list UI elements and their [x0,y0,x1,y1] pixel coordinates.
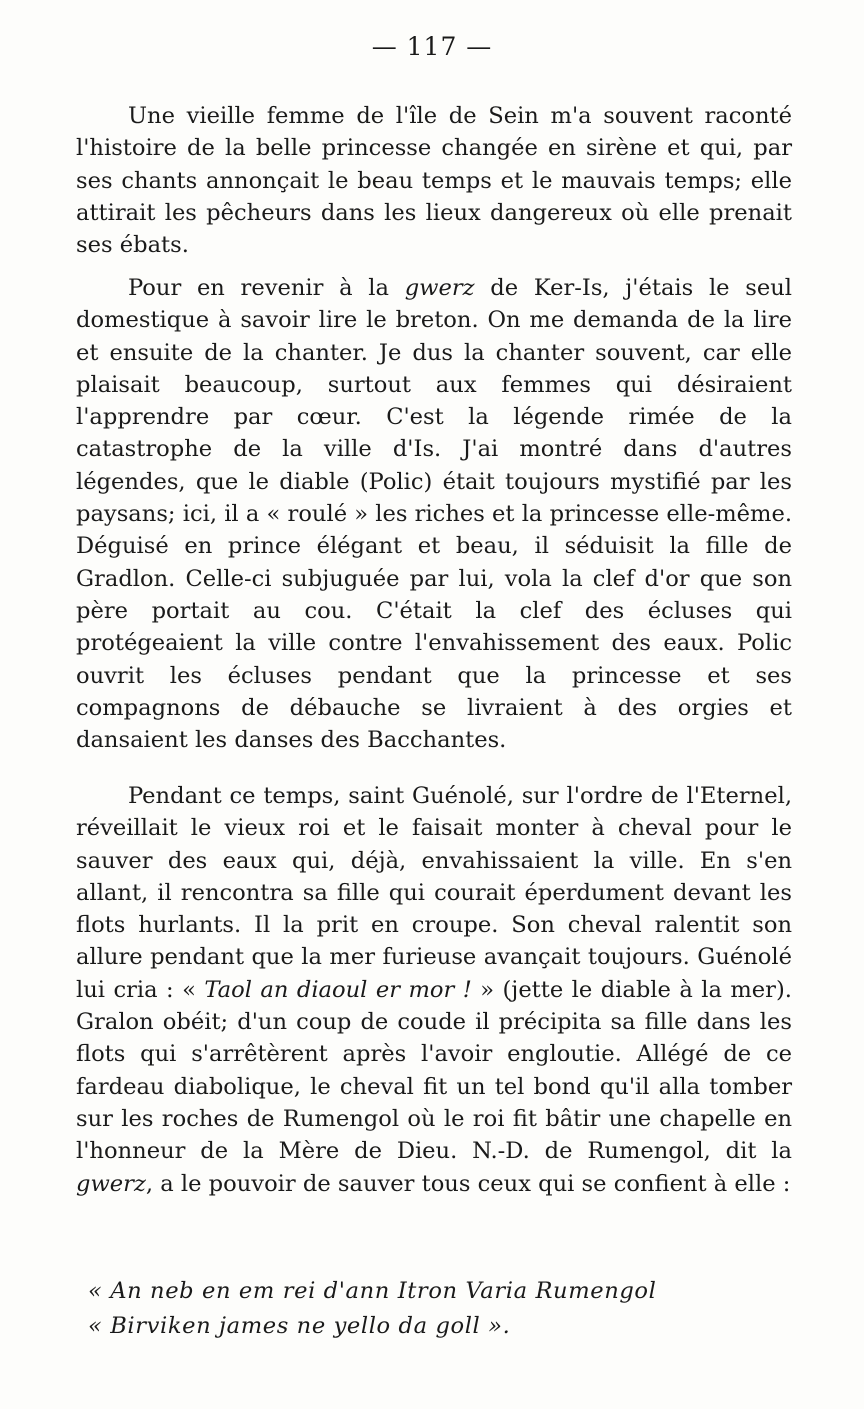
text-run: » (jette le diable à la mer). Gralon obéit; d'un coup de coude il précipita sa fille dans les flots qui s'arrêtèrent après l'avoir engloutie. Allégé de ce fardeau diabolique, le cheval fit un tel bond qu'il alla tomber sur les roches de Rumengol où le roi fit bâtir une chapelle en l'honneur de la Mère de Dieu. N.-D. de Rumengol, dit la [76,976,792,1165]
paragraph-text [76,272,792,756]
paragraph-saint-guenole [76,780,792,1200]
text-run: Pendant ce temps, saint Guénolé, sur l'ordre de l'Eternel, réveillait le vieux roi et le faisait monter à cheval pour le sauver des eaux qui, déjà, envahissaient la ville. En s'en allant, il rencontra sa fille qui courait éperdument devant les flots hurlants. Il la prit en croupe. Son cheval ralentit son allure pendant que la mer furieuse avançait toujours. Guénolé lui cria : « [76,783,792,1003]
gwerz-term: gwerz [76,1170,146,1197]
paragraph-text [76,780,792,1200]
paragraph-siren-princess [76,100,792,261]
paragraph-text: Une vieille femme de l'île de Sein m'a souvent raconté l'histoire de la belle princesse changée en sirène et qui, par ses chants annonçait le beau temps et le mauvais temps; elle attirait les pêcheurs dans les lieux dangereux où elle prenait ses ébats. [76,103,792,259]
breton-verse-line-2: « Birviken james ne yello da goll ». [88,1313,511,1339]
text-run: Pour en revenir à la [128,275,405,301]
breton-verse-line-1: « An neb en em rei d'ann Itron Varia Rumengol [88,1278,657,1304]
text-run: , a le pouvoir de sauver tous ceux qui se confient à elle : [145,1170,791,1197]
page-number: — 117 — [371,32,493,61]
paragraph-ker-is-gwerz [76,272,792,756]
gwerz-term: gwerz [404,275,475,301]
breton-cry: Taol an diaoul er mor ! [204,976,472,1003]
text-run: de Ker-Is, j'étais le seul domestique à savoir lire le breton. On me demanda de la lire et ensuite de la chanter. Je dus la chanter souvent, car elle plaisait beaucoup, surtout aux femmes qui désiraient l'apprendre par cœur. C'est la légende rimée de la catastrophe de la ville d'Is. J'ai montré dans d'autres légendes, que le diable (Polic) était toujours mystifié par les paysans; ici, il a « roulé » les riches et la princesse elle-même. Déguisé en prince élégant et beau, il séduisit la fille de Gradlon. Celle-ci subjuguée par lui, vola la clef d'or que son père portait au cou. C'était la clef des écluses qui protégeaient la ville contre l'envahissement des eaux. Polic ouvrit les écluses pendant que la princesse et ses compagnons de débauche se livraient à des orgies et dansaient les danses des Bacchantes. [76,275,792,754]
